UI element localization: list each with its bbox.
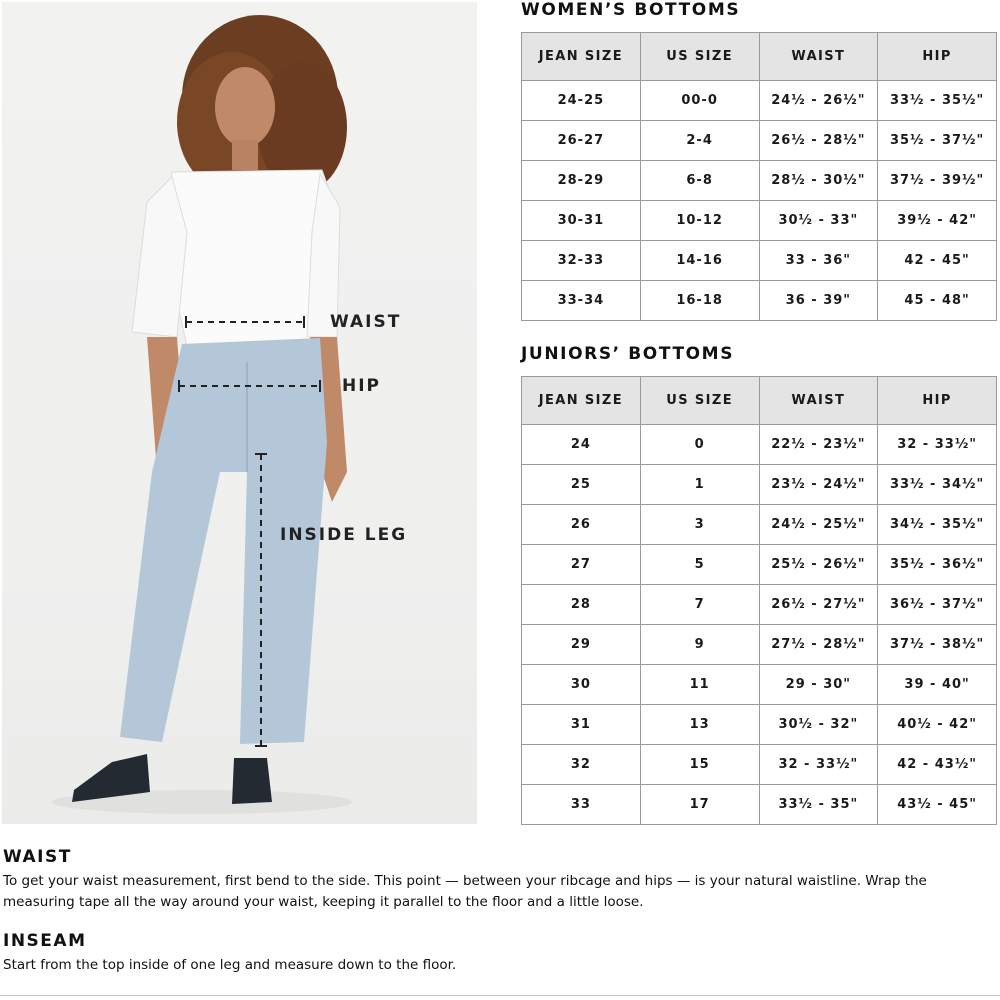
table-cell: 26½ - 28½" [759,121,878,161]
table-cell: 10-12 [640,201,759,241]
header-us-size: US SIZE [640,33,759,81]
table-cell: 39 - 40" [878,665,997,705]
table-cell: 33 - 36" [759,241,878,281]
table-cell: 24½ - 26½" [759,81,878,121]
table-cell: 32 [522,745,641,785]
table-cell: 33 [522,785,641,825]
table-cell: 11 [640,665,759,705]
table-cell: 36½ - 37½" [878,585,997,625]
header-jean-size: JEAN SIZE [522,377,641,425]
table-cell: 31 [522,705,641,745]
table-cell: 7 [640,585,759,625]
table-cell: 1 [640,465,759,505]
table-cell: 00-0 [640,81,759,121]
inside-leg-label: INSIDE LEG [280,525,408,545]
table-cell: 29 [522,625,641,665]
table-cell: 39½ - 42" [878,201,997,241]
table-cell: 14-16 [640,241,759,281]
table-cell: 30½ - 32" [759,705,878,745]
table-cell: 9 [640,625,759,665]
table-row [522,241,997,281]
table-row [522,161,997,201]
table-row [522,785,997,825]
table-cell: 43½ - 45" [878,785,997,825]
table-cell: 30-31 [522,201,641,241]
table-cell: 32-33 [522,241,641,281]
juniors-size-table [521,376,997,825]
hip-label: HIP [342,376,382,396]
table-cell: 30 [522,665,641,705]
table-cell: 33½ - 34½" [878,465,997,505]
table-cell: 45 - 48" [878,281,997,321]
table-cell: 36 - 39" [759,281,878,321]
table-cell: 25½ - 26½" [759,545,878,585]
table-cell: 13 [640,705,759,745]
table-row [522,121,997,161]
model-photo [2,2,477,824]
table-cell: 15 [640,745,759,785]
table-cell: 35½ - 37½" [878,121,997,161]
header-jean-size: JEAN SIZE [522,33,641,81]
table-cell: 33½ - 35½" [878,81,997,121]
table-cell: 33-34 [522,281,641,321]
table-cell: 5 [640,545,759,585]
table-cell: 26½ - 27½" [759,585,878,625]
table-header-row [522,377,997,425]
table-cell: 17 [640,785,759,825]
model-illustration [2,2,477,824]
table-cell: 42 - 43½" [878,745,997,785]
table-cell: 32 - 33½" [759,745,878,785]
table-row [522,81,997,121]
inseam-instructions: Start from the top inside of one leg and measure down to the floor. [3,957,457,973]
table-cell: 3 [640,505,759,545]
header-hip: HIP [878,377,997,425]
womens-bottoms-title: WOMEN’S BOTTOMS [521,0,741,20]
table-row [522,465,997,505]
table-row [522,585,997,625]
table-cell: 42 - 45" [878,241,997,281]
header-us-size: US SIZE [640,377,759,425]
table-row [522,705,997,745]
table-cell: 27 [522,545,641,585]
table-cell: 27½ - 28½" [759,625,878,665]
table-cell: 24 [522,425,641,465]
inseam-heading: INSEAM [3,931,87,951]
table-cell: 37½ - 39½" [878,161,997,201]
waist-instructions: To get your waist measurement, first bend to the side. This point — between your ribcage and hips — is your natural waistline. Wrap the measuring tape all the way around your waist, keeping it parallel to the floor and a little loose. [3,873,927,910]
table-cell: 28½ - 30½" [759,161,878,201]
table-cell: 26-27 [522,121,641,161]
table-cell: 32 - 33½" [878,425,997,465]
table-cell: 35½ - 36½" [878,545,997,585]
table-cell: 28 [522,585,641,625]
header-hip: HIP [878,33,997,81]
womens-size-table [521,32,997,321]
table-cell: 33½ - 35" [759,785,878,825]
table-cell: 40½ - 42" [878,705,997,745]
table-cell: 28-29 [522,161,641,201]
table-row [522,665,997,705]
table-cell: 16-18 [640,281,759,321]
table-cell: 37½ - 38½" [878,625,997,665]
table-cell: 24-25 [522,81,641,121]
table-cell: 30½ - 33" [759,201,878,241]
bottom-divider [0,995,1000,996]
table-cell: 24½ - 25½" [759,505,878,545]
table-cell: 23½ - 24½" [759,465,878,505]
table-row [522,625,997,665]
table-cell: 25 [522,465,641,505]
table-row [522,281,997,321]
table-cell: 0 [640,425,759,465]
table-header-row [522,33,997,81]
table-row [522,745,997,785]
table-cell: 26 [522,505,641,545]
header-waist: WAIST [759,377,878,425]
waist-heading: WAIST [3,847,72,867]
table-cell: 22½ - 23½" [759,425,878,465]
table-cell: 29 - 30" [759,665,878,705]
table-cell: 34½ - 35½" [878,505,997,545]
header-waist: WAIST [759,33,878,81]
table-row [522,425,997,465]
table-cell: 6-8 [640,161,759,201]
waist-label: WAIST [330,312,402,332]
juniors-bottoms-title: JUNIORS’ BOTTOMS [521,344,735,364]
table-row [522,505,997,545]
table-cell: 2-4 [640,121,759,161]
table-row [522,545,997,585]
table-row [522,201,997,241]
